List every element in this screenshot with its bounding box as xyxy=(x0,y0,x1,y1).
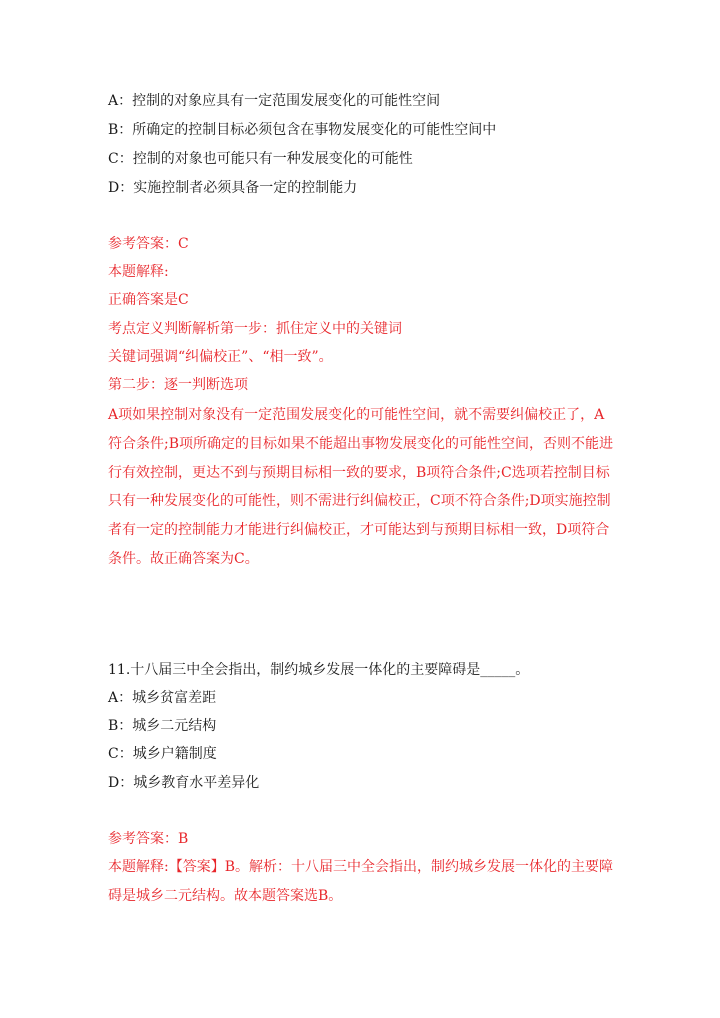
correct-answer: 正确答案是C xyxy=(108,292,189,308)
question-11-option-a: A：城乡贫富差距 xyxy=(108,690,217,706)
question-11-reference-answer: 参考答案：B xyxy=(108,831,189,847)
question-11-option-c: C：城乡户籍制度 xyxy=(108,746,217,762)
option-b: B：所确定的控制目标必须包含在事物发展变化的可能性空间中 xyxy=(108,122,497,138)
question-11-option-d: D：城乡教育水平差异化 xyxy=(108,775,260,791)
analysis-detail: A项如果控制对象没有一定范围发展变化的可能性空间，就不需要纠偏校正了，A符合条件;B项所确定的目标如果不能超出事物发展变化的可能性空间，否则不能进行有效控制，更达不到与预期目标相一致的要求，B项符合条件;C选项若控制目标只有一种发展变化的可能性，则不需进行纠偏校正，C项不符合条件;D项实施控制者有一定的控制能力才能进行纠偏校正，才可能达到与预期目标相一致，D项符合条件。故正确答案为C。 xyxy=(108,407,614,567)
analysis-step-2: 第二步：逐一判断选项 xyxy=(108,377,248,393)
option-a: A：控制的对象应具有一定范围发展变化的可能性空间 xyxy=(108,93,441,109)
option-c: C：控制的对象也可能只有一种发展变化的可能性 xyxy=(108,151,413,167)
explanation-label: 本题解释: xyxy=(108,264,169,280)
analysis-step-1: 考点定义判断解析第一步：抓住定义中的关键词 xyxy=(108,321,402,337)
analysis-keywords: 关键词强调“纠偏校正”、“相一致”。 xyxy=(108,349,333,365)
question-11-option-b: B：城乡二元结构 xyxy=(108,718,217,734)
question-11-stem: 11.十八届三中全会指出，制约城乡发展一体化的主要障碍是_____。 xyxy=(108,662,530,678)
reference-answer: 参考答案：C xyxy=(108,236,189,252)
option-d: D：实施控制者必须具备一定的控制能力 xyxy=(108,180,358,196)
question-11-explanation: 本题解释:【答案】B。解析：十八届三中全会指出，制约城乡发展一体化的主要障碍是城乡二元结构。故本题答案选B。 xyxy=(108,859,614,904)
